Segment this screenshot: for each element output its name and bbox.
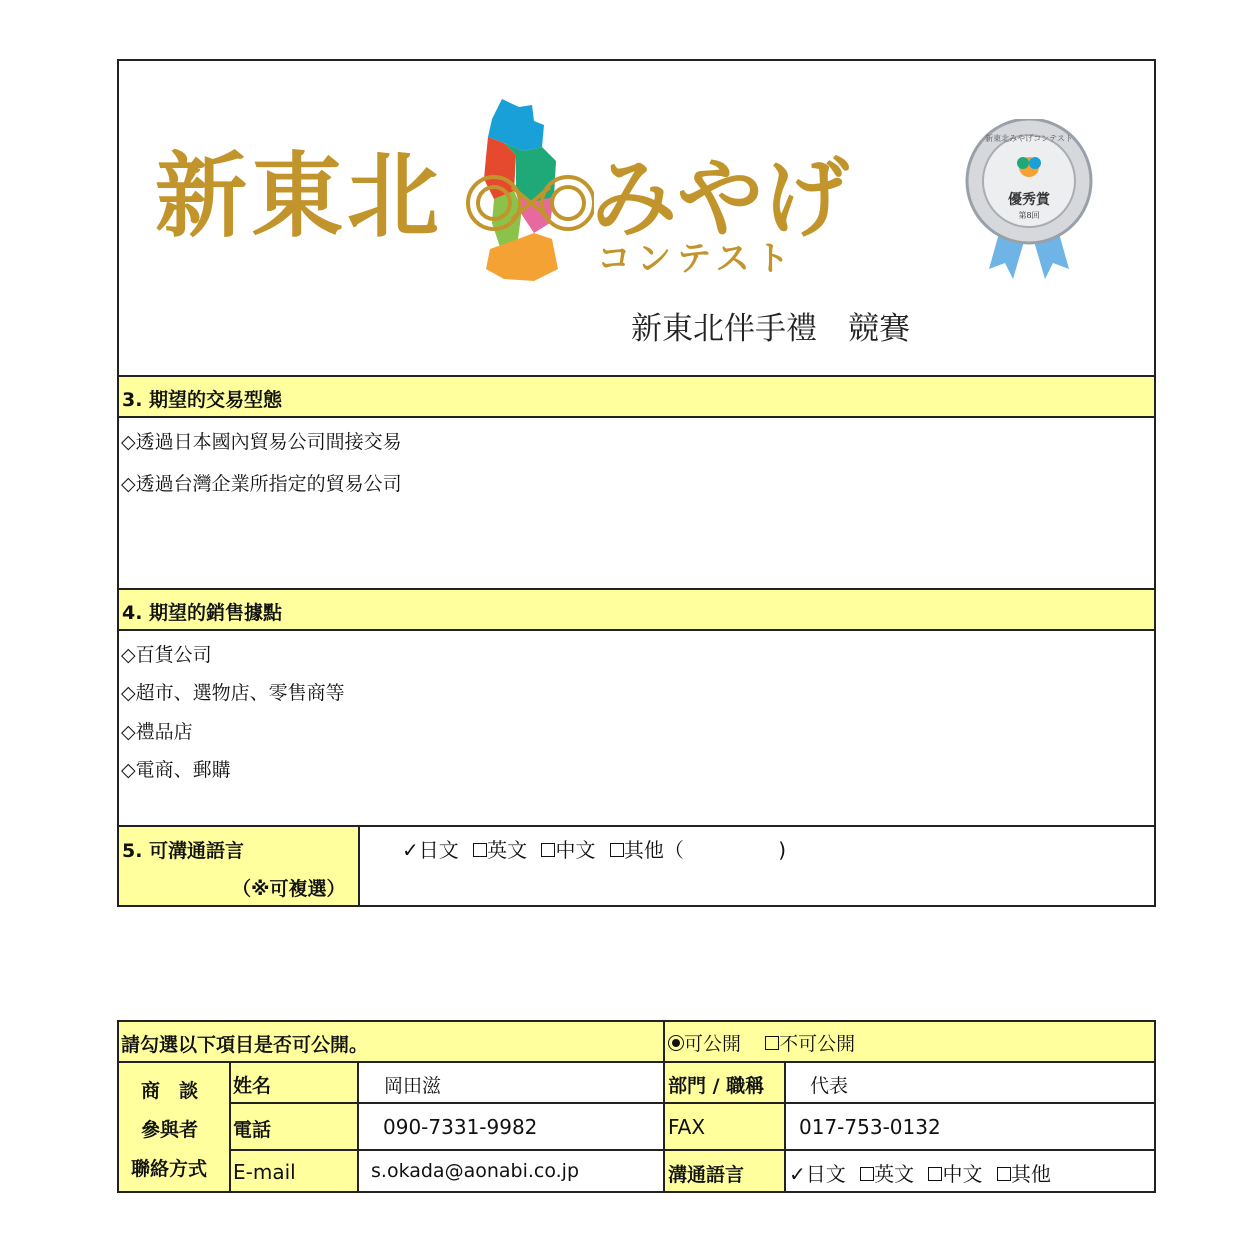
contact-lang-english[interactable]: 英文: [874, 1162, 915, 1186]
publicity-options: [668, 1029, 855, 1056]
checkbox-icon[interactable]: [541, 843, 555, 857]
logo-kanji: 新東北: [155, 142, 444, 250]
lang-english[interactable]: 英文: [487, 838, 528, 862]
badge-award: 優秀賞: [1008, 192, 1050, 208]
badge-edition: 第8回: [1018, 211, 1040, 220]
contact-lang-label: 溝通語言: [668, 1164, 745, 1186]
phone-label: 電話: [233, 1119, 272, 1141]
section4-option-3[interactable]: ◇禮品店: [121, 721, 193, 743]
name-label: 姓名: [233, 1075, 272, 1097]
check-icon: ✓: [789, 1162, 806, 1186]
award-badge: [965, 119, 1093, 279]
section4-title: 4. 期望的銷售據點: [122, 602, 283, 624]
checkbox-icon[interactable]: [610, 843, 624, 857]
dept-label: 部門 / 職稱: [668, 1075, 765, 1097]
email-value[interactable]: s.okada@aonabi.co.jp: [371, 1160, 580, 1182]
badge-ring-text: 新東北みやげコンテスト: [985, 134, 1073, 143]
section3-option-1[interactable]: ◇透過日本國內貿易公司間接交易: [121, 431, 402, 453]
check-icon: ✓: [402, 838, 419, 862]
section4-option-1[interactable]: ◇百貨公司: [121, 644, 212, 666]
fax-label: FAX: [668, 1115, 706, 1139]
lang-other-close: ): [778, 838, 787, 862]
contact-header: 請勾選以下項目是否可公開。: [121, 1034, 369, 1056]
checkbox-icon[interactable]: [765, 1036, 779, 1050]
lang-other[interactable]: 其他（: [623, 838, 684, 862]
email-label: E-mail: [233, 1160, 296, 1184]
section4-option-4[interactable]: ◇電商、郵購: [121, 759, 231, 781]
radio-selected-icon[interactable]: [668, 1035, 684, 1051]
section5-title: 5. 可溝通語言: [122, 840, 245, 862]
checkbox-icon[interactable]: [997, 1167, 1011, 1181]
contact-language-options: [789, 1158, 1051, 1187]
public-label[interactable]: 可公開: [684, 1033, 742, 1055]
section5-language-options: [402, 834, 786, 863]
private-label[interactable]: 不可公開: [779, 1033, 856, 1055]
side-label-2: 參與者: [141, 1119, 199, 1141]
section3-option-2[interactable]: ◇透過台灣企業所指定的貿易公司: [121, 473, 402, 495]
lang-chinese[interactable]: 中文: [555, 838, 596, 862]
checkbox-icon[interactable]: [473, 843, 487, 857]
name-value[interactable]: 岡田滋: [384, 1075, 442, 1097]
header-box: [117, 59, 1156, 377]
checkbox-icon[interactable]: [860, 1167, 874, 1181]
section4-option-2[interactable]: ◇超市、選物店、零售商等: [121, 682, 345, 704]
subtitle: 新東北伴手禮 競賽: [631, 311, 910, 347]
contact-lang-chinese[interactable]: 中文: [942, 1162, 983, 1186]
logo-kana: みやげ: [591, 148, 849, 249]
section3-title: 3. 期望的交易型態: [122, 389, 283, 411]
phone-value[interactable]: 090-7331-9982: [383, 1115, 538, 1139]
section5-note: （※可複選）: [232, 878, 346, 900]
contact-lang-japanese[interactable]: 日文: [805, 1162, 846, 1186]
side-label-1: 商 談: [141, 1080, 199, 1102]
fax-value[interactable]: 017-753-0132: [799, 1115, 941, 1139]
dept-value[interactable]: 代表: [810, 1075, 849, 1097]
map-fukushima: [486, 233, 558, 281]
checkbox-icon[interactable]: [928, 1167, 942, 1181]
contact-lang-other[interactable]: 其他: [1010, 1162, 1051, 1186]
logo-sub: コンテスト: [597, 239, 796, 279]
tohoku-map-logo: [464, 99, 594, 289]
side-label-3: 聯絡方式: [131, 1158, 208, 1180]
lang-japanese[interactable]: 日文: [418, 838, 459, 862]
